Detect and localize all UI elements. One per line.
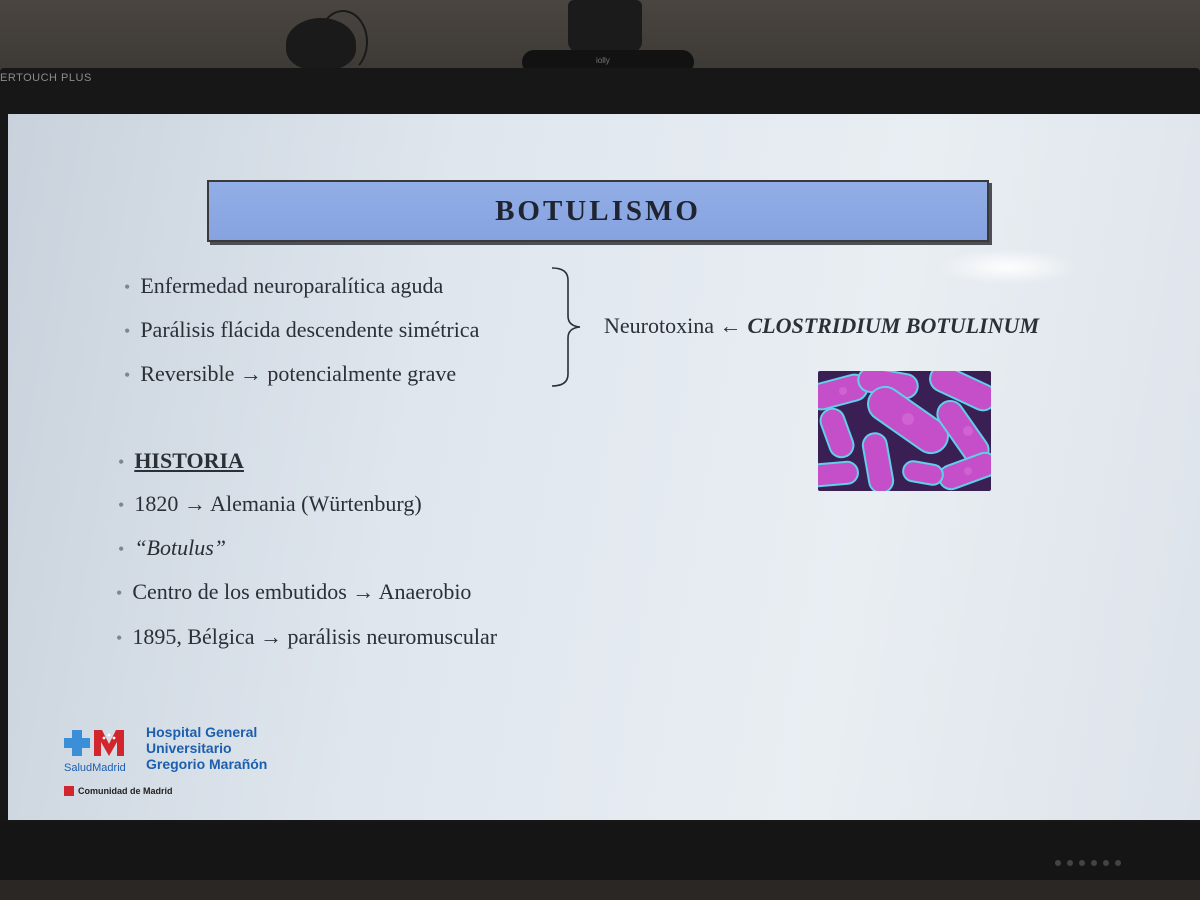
presentation-slide [8, 114, 1200, 820]
comunidad-text: Comunidad de Madrid [78, 786, 173, 796]
hospital-name-line3: Gregorio Marañón [146, 756, 268, 772]
historia-item [116, 624, 497, 650]
bullet-icon: • [124, 365, 131, 385]
curly-brace-icon [550, 266, 588, 388]
webcam-head [568, 0, 642, 52]
light-glare [938, 249, 1078, 285]
title-box [207, 180, 989, 242]
comunidad-flag-icon [64, 786, 74, 796]
microphone-cable [318, 10, 368, 74]
hospital-name-line2: Universitario [146, 740, 232, 756]
monitor-brand-label: ERTOUCH PLUS [0, 72, 92, 84]
webcam [522, 0, 694, 74]
monitor-button[interactable] [1091, 860, 1097, 866]
slide-title: BOTULISMO [495, 194, 701, 227]
bacteria-image [818, 371, 991, 491]
desk-surface [0, 880, 1200, 900]
salud-madrid-text: SaludMadrid [64, 762, 126, 774]
bullet-icon: • [116, 583, 123, 603]
hospital-name-line1: Hospital General [146, 724, 258, 740]
salud-madrid-logo-icon [62, 726, 144, 760]
monitor-bottom-bezel [0, 822, 1200, 880]
monitor-button[interactable] [1079, 860, 1085, 866]
neurotoxin-label: Neurotoxina ← [604, 313, 742, 338]
monitor-buttons[interactable] [1055, 860, 1121, 868]
historia-text: “Botulus” [134, 535, 227, 560]
historia-text: Centro de los embutidos → Anaerobio [132, 579, 472, 604]
historia-text: 1895, Bélgica → parálisis neuromuscular [132, 624, 498, 649]
bullet-item [124, 361, 456, 387]
hospital-name [146, 724, 267, 772]
historia-item [118, 491, 422, 517]
bullet-item [124, 317, 479, 343]
neurotoxin-line [604, 313, 1039, 339]
monitor-button[interactable] [1067, 860, 1073, 866]
monitor-button[interactable] [1103, 860, 1109, 866]
bullet-icon: • [124, 321, 131, 341]
bullet-item [124, 273, 443, 299]
historia-item [118, 535, 226, 561]
webcam-brand: iolly [596, 56, 610, 65]
hospital-logo [60, 722, 310, 802]
bullet-text: Reversible → potencialmente grave [140, 361, 457, 386]
monitor-button[interactable] [1055, 860, 1061, 866]
bullet-icon: • [118, 452, 125, 472]
bullet-icon: • [118, 495, 125, 515]
historia-heading: HISTORIA [134, 448, 244, 473]
historia-heading-item [118, 448, 244, 474]
bullet-icon: • [124, 277, 131, 297]
bullet-text: Enfermedad neuroparalítica aguda [140, 273, 444, 298]
bullet-text: Parálisis flácida descendente simétrica [140, 317, 480, 342]
bullet-icon: • [118, 539, 125, 559]
historia-item [116, 579, 471, 605]
monitor-button[interactable] [1115, 860, 1121, 866]
bacteria-name: CLOSTRIDIUM BOTULINUM [747, 313, 1040, 338]
bullet-icon: • [116, 628, 123, 648]
historia-text: 1820 → Alemania (Würtenburg) [134, 491, 422, 516]
